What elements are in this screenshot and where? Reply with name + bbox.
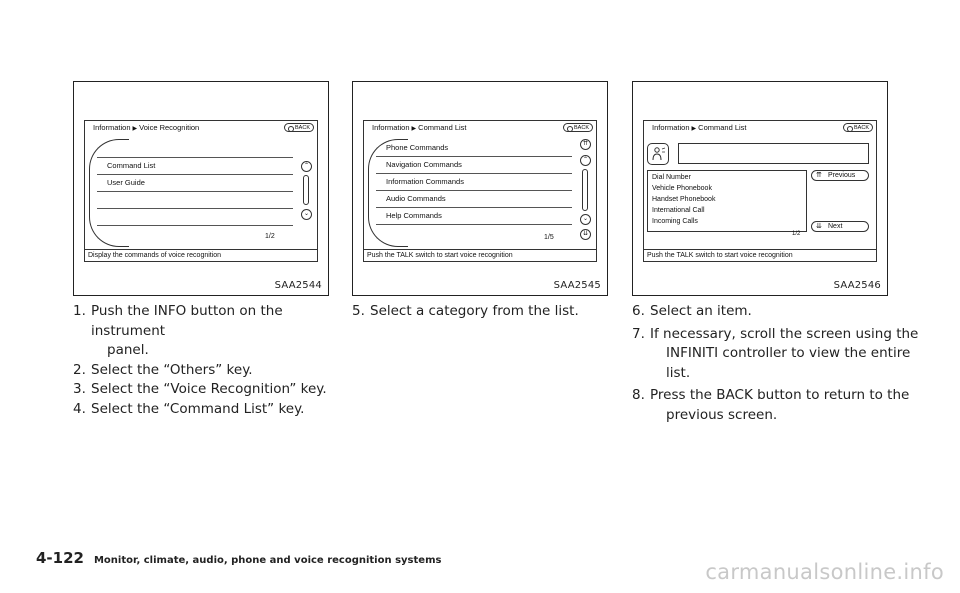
screen [363,120,597,262]
menu-item[interactable]: Navigation Commands [376,157,572,174]
list-item[interactable]: Dial Number [652,174,691,181]
menu-item[interactable]: Audio Commands [376,191,572,208]
scrollbar[interactable] [582,169,588,211]
next-button[interactable] [811,221,869,232]
section-title: Monitor, climate, audio, phone and voice recognition systems [93,555,442,566]
step-number: 3. [73,381,86,397]
step-text-continued: previous screen. [666,406,778,423]
previous-button[interactable] [811,170,869,181]
screen [84,120,318,262]
back-button[interactable]: BACK [563,123,593,132]
breadcrumb-arrow-icon: ▶ [411,126,417,132]
step-number: 2. [73,361,86,378]
step [632,386,922,425]
breadcrumb-item: Command List [698,123,747,132]
menu-item[interactable]: Command List [97,158,293,175]
step [73,400,338,420]
steps-column-1 [73,302,338,419]
step-text: If necessary, scroll the screen using the [650,325,919,342]
step [632,325,922,384]
step-number: 6. [632,303,645,319]
page-down-icon[interactable]: ⇊ [580,229,591,240]
page-up-icon: ⇈ [816,172,822,179]
menu-item[interactable]: Help Commands [376,208,572,225]
step-text: Press the BACK button to return to the [650,387,910,403]
step [352,302,617,322]
figure-code: SAA2546 [833,280,881,291]
page-down-icon: ⇊ [816,223,822,230]
screen-header [85,121,317,135]
scroll-up-icon[interactable]: ⌃ [301,161,312,172]
figure-code: SAA2545 [553,280,601,291]
page-indicator: 1/5 [544,234,554,241]
menu-list [97,141,293,226]
step-text: Select the “Voice Recognition” key. [91,381,327,397]
breadcrumb-arrow-icon: ▶ [132,126,138,132]
step [73,380,338,400]
figure-command-list-items [632,81,888,296]
page-indicator: 1/2 [792,231,801,237]
breadcrumb-item: Command List [418,123,467,132]
breadcrumb-item: Information [372,123,410,132]
figure-command-list [352,81,608,296]
step-number: 7. [632,325,645,342]
menu-list [376,140,572,225]
watermark: carmanualsonline.info [705,560,944,584]
step-text: Push the INFO button on the instrument [91,303,283,339]
step [632,302,922,322]
list-item[interactable]: Handset Phonebook [652,196,716,203]
scrollbar[interactable] [303,175,309,205]
figure-code: SAA2544 [274,280,322,291]
breadcrumb-item: Information [93,123,131,132]
steps-column-3 [632,302,922,425]
scroll-down-icon[interactable]: ⌄ [301,209,312,220]
breadcrumb-arrow-icon: ▶ [691,126,697,132]
step [73,361,338,381]
next-label: Next [828,223,843,230]
figure-voice-recognition [73,81,329,296]
steps-column-2 [352,302,617,322]
menu-item[interactable]: Phone Commands [376,140,572,157]
voice-speech-icon [647,143,669,165]
back-button[interactable]: BACK [843,123,873,132]
menu-item[interactable]: Information Commands [376,174,572,191]
list-item[interactable]: Vehicle Phonebook [652,185,712,192]
recognition-display [678,143,869,164]
screen-header [364,121,596,135]
back-button[interactable]: BACK [284,123,314,132]
item-list [647,170,807,232]
screen-footer: Display the commands of voice recognition [85,249,317,261]
step-number: 1. [73,303,86,319]
step-text: Select the “Others” key. [91,361,253,378]
step-text-continued: panel. [107,342,149,358]
page-footer [36,549,441,568]
menu-item[interactable] [97,192,293,209]
step-number: 4. [73,400,86,417]
list-item[interactable]: Incoming Calls [652,218,698,225]
breadcrumb-item: Voice Recognition [139,123,200,132]
screen [643,120,877,262]
menu-item[interactable] [97,209,293,226]
menu-item[interactable]: User Guide [97,175,293,192]
menu-row-blank [97,141,293,158]
scroll-down-icon[interactable]: ⌄ [580,214,591,225]
step-text: Select the “Command List” key. [91,400,305,417]
step-text-continued: INFINITI controller to view the entire list. [666,345,911,381]
previous-label: Previous [828,172,856,179]
scroll-up-icon[interactable]: ⌃ [580,155,591,166]
step-text: Select an item. [650,303,752,319]
step [73,302,338,361]
page-up-icon[interactable]: ⇈ [580,139,591,150]
step-number: 8. [632,387,645,403]
step-text: Select a category from the list. [370,303,579,319]
screen-footer: Push the TALK switch to start voice recognition [644,249,876,261]
list-item[interactable]: International Call [652,207,705,214]
screen-footer: Push the TALK switch to start voice recognition [364,249,596,261]
screen-header [644,121,876,135]
breadcrumb-item: Information [652,123,690,132]
step-number: 5. [352,303,365,319]
page-indicator: 1/2 [265,233,275,240]
page-number: 4-122 [36,549,84,567]
